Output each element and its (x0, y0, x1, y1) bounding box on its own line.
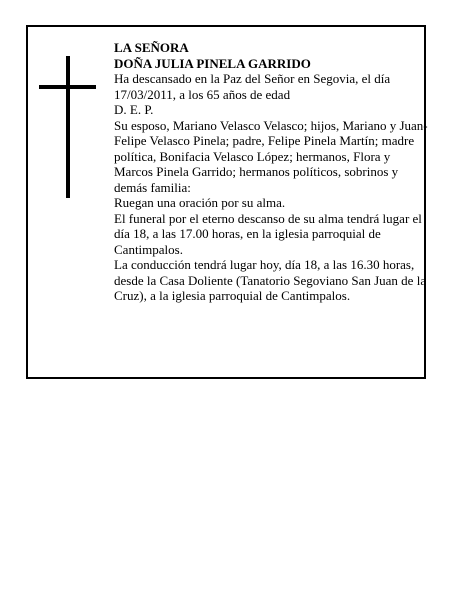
prayer-request: Ruegan una oración por su alma. (114, 195, 286, 210)
family-list: Su esposo, Mariano Velasco Velasco; hijos, Mariano y Juan-Felipe Velasco Pinela; padre, Felipe Pinela Martín; madre política, Bonifacia Velasco López; hermanos, Flora y Marcos Pinela Garrido; hermanos políticos, sobrinos y demás familia: (114, 117, 428, 195)
cross-icon (66, 56, 70, 198)
dep-line: D. E. P. (114, 102, 154, 117)
deceased-name: DOÑA JULIA PINELA GARRIDO (114, 55, 311, 71)
funeral-details: El funeral por el eterno descanso de su alma tendrá lugar el día 18, a las 17.00 horas, en la iglesia parroquial de Cantimpalos. (114, 210, 422, 257)
notice-text (114, 40, 428, 304)
cross-icon-crossbar (39, 85, 96, 89)
procession-details: La conducción tendrá lugar hoy, día 18, a las 16.30 horas, desde la Casa Doliente (Tanatorio Segoviano San Juan de la Cruz), a la iglesia parroquial de Cantimpalos. (114, 257, 427, 303)
obituary-notice (26, 25, 426, 379)
notice-title: LA SEÑORA (114, 40, 189, 55)
rest-statement: Ha descansado en la Paz del Señor en Segovia, el día 17/03/2011, a los 65 años de edad (114, 71, 391, 102)
